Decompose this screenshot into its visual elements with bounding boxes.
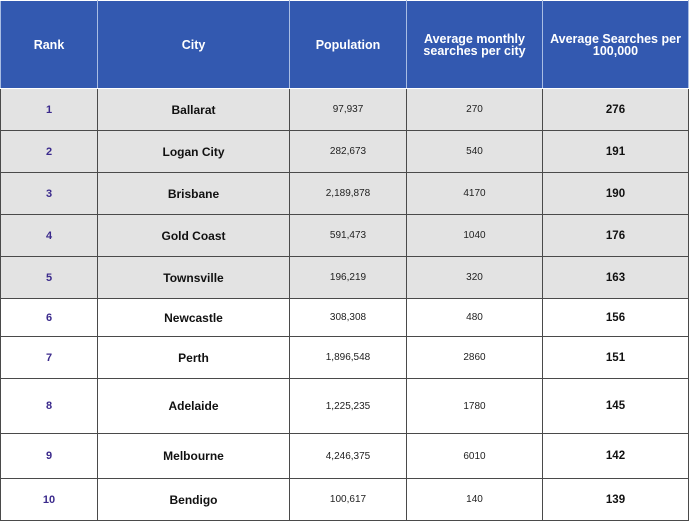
population-cell: 308,308: [290, 299, 407, 337]
table-row: [1, 479, 689, 521]
avg-monthly-cell: 540: [407, 131, 543, 173]
header-city: City: [98, 1, 290, 89]
rank-cell: 4: [1, 215, 98, 257]
avg-monthly-cell: 2860: [407, 337, 543, 379]
city-cell: Brisbane: [98, 173, 290, 215]
city-cell: Newcastle: [98, 299, 290, 337]
population-cell: 97,937: [290, 89, 407, 131]
avg-monthly-cell: 320: [407, 257, 543, 299]
population-cell: 1,896,548: [290, 337, 407, 379]
rank-cell: 9: [1, 434, 98, 479]
rank-cell: 5: [1, 257, 98, 299]
avg-monthly-cell: 4170: [407, 173, 543, 215]
city-cell: Townsville: [98, 257, 290, 299]
header-population: Population: [290, 1, 407, 89]
city-cell: Melbourne: [98, 434, 290, 479]
city-cell: Ballarat: [98, 89, 290, 131]
rank-cell: 7: [1, 337, 98, 379]
header-rank: Rank: [1, 1, 98, 89]
avg-per-100k-cell: 145: [543, 379, 689, 434]
population-cell: 4,246,375: [290, 434, 407, 479]
population-cell: 196,219: [290, 257, 407, 299]
avg-per-100k-cell: 139: [543, 479, 689, 521]
avg-per-100k-cell: 163: [543, 257, 689, 299]
population-cell: 2,189,878: [290, 173, 407, 215]
avg-per-100k-cell: 190: [543, 173, 689, 215]
city-cell: Gold Coast: [98, 215, 290, 257]
population-cell: 591,473: [290, 215, 407, 257]
avg-monthly-cell: 6010: [407, 434, 543, 479]
avg-monthly-cell: 480: [407, 299, 543, 337]
avg-monthly-cell: 140: [407, 479, 543, 521]
city-cell: Adelaide: [98, 379, 290, 434]
city-cell: Logan City: [98, 131, 290, 173]
avg-per-100k-cell: 191: [543, 131, 689, 173]
rank-cell: 8: [1, 379, 98, 434]
city-cell: Bendigo: [98, 479, 290, 521]
header-avg-per-100k: Average Searches per 100,000: [543, 1, 689, 89]
rank-cell: 1: [1, 89, 98, 131]
table-row: [1, 337, 689, 379]
avg-per-100k-cell: 276: [543, 89, 689, 131]
rank-cell: 2: [1, 131, 98, 173]
table-row: [1, 434, 689, 479]
header-avg-monthly: Average monthly searches per city: [407, 1, 543, 89]
rank-cell: 3: [1, 173, 98, 215]
avg-monthly-cell: 270: [407, 89, 543, 131]
avg-per-100k-cell: 142: [543, 434, 689, 479]
avg-monthly-cell: 1780: [407, 379, 543, 434]
table-row: [1, 257, 689, 299]
avg-monthly-cell: 1040: [407, 215, 543, 257]
avg-per-100k-cell: 156: [543, 299, 689, 337]
table-row: [1, 379, 689, 434]
rank-cell: 10: [1, 479, 98, 521]
table-row: [1, 173, 689, 215]
table-row: [1, 89, 689, 131]
table-row: [1, 215, 689, 257]
table-row: [1, 131, 689, 173]
table-header-row: [1, 1, 689, 89]
avg-per-100k-cell: 176: [543, 215, 689, 257]
rank-cell: 6: [1, 299, 98, 337]
population-cell: 1,225,235: [290, 379, 407, 434]
population-cell: 100,617: [290, 479, 407, 521]
population-cell: 282,673: [290, 131, 407, 173]
table-row: [1, 299, 689, 337]
city-cell: Perth: [98, 337, 290, 379]
avg-per-100k-cell: 151: [543, 337, 689, 379]
